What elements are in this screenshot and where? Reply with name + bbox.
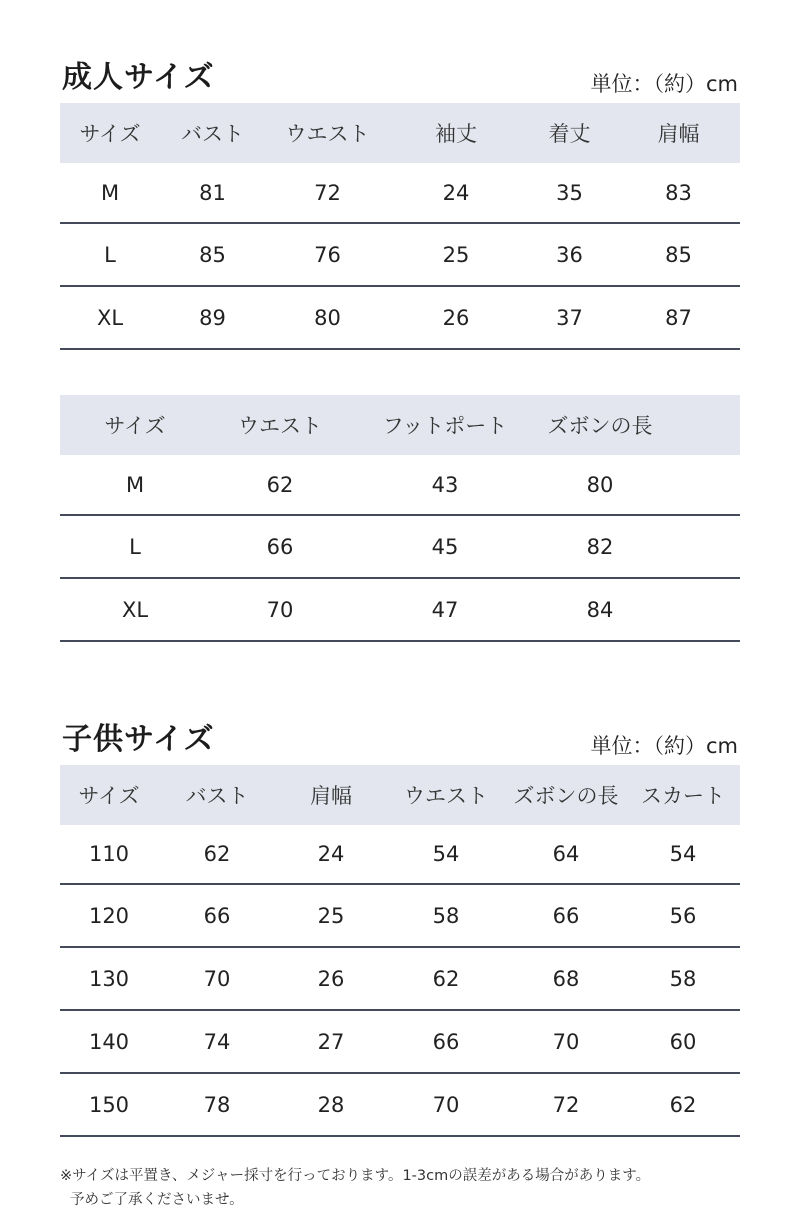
column-header: ズボンの長 [547, 414, 653, 438]
table-cell: 62 [386, 947, 506, 1010]
table-cell: 76 [265, 223, 390, 286]
table-row [60, 455, 740, 515]
table-cell: XL [60, 286, 160, 349]
column-header: ズボンの長 [513, 784, 619, 808]
table-row [60, 825, 740, 884]
note-line: 予めご了承くださいませ。 [70, 1192, 244, 1208]
table-cell [660, 515, 740, 578]
table-cell: 27 [276, 1010, 386, 1073]
table-cell: 25 [276, 884, 386, 947]
table-cell: 81 [160, 163, 265, 223]
table-row [60, 884, 740, 947]
table-row [60, 1010, 740, 1073]
table-cell: 78 [158, 1073, 276, 1136]
table-header-row [60, 395, 740, 455]
measurement-note [60, 1164, 650, 1212]
note-line: ※サイズは平置き、メジャー採寸を行っております。1-3cmの誤差がある場合があります。 [60, 1168, 651, 1184]
adult-size-title: 成人サイズ [62, 60, 215, 95]
table-cell: 25 [390, 223, 522, 286]
table-cell: 64 [506, 825, 626, 884]
table-cell: 58 [386, 884, 506, 947]
table-cell: 74 [158, 1010, 276, 1073]
table-cell: 66 [210, 515, 350, 578]
table-cell: 68 [506, 947, 626, 1010]
table-row [60, 1073, 740, 1136]
table-row [60, 515, 740, 578]
kids-size-table [60, 765, 740, 1137]
table-row [60, 947, 740, 1010]
table-cell: 130 [60, 947, 158, 1010]
adult-unit-label: 単位：（約）cm [590, 72, 738, 96]
table-cell [660, 578, 740, 641]
column-header: サイズ [79, 122, 141, 146]
table-cell: 70 [210, 578, 350, 641]
table-header-row [60, 103, 740, 163]
table-cell: M [60, 455, 210, 515]
column-header: バスト [185, 784, 249, 808]
table-cell: 47 [350, 578, 540, 641]
table-cell: 35 [522, 163, 617, 223]
table-cell: 43 [350, 455, 540, 515]
table-cell: 70 [158, 947, 276, 1010]
table-row [60, 223, 740, 286]
table-cell: L [60, 515, 210, 578]
table-cell: 83 [617, 163, 740, 223]
table-cell: 56 [626, 884, 740, 947]
table-cell: 62 [158, 825, 276, 884]
column-header: ウエスト [404, 784, 488, 808]
adult-top-size-table [60, 103, 740, 350]
column-header: 袖丈 [435, 122, 477, 146]
column-header: サイズ [104, 414, 166, 438]
column-header: 着丈 [548, 122, 591, 146]
table-cell: 70 [386, 1073, 506, 1136]
kids-unit-label: 単位：（約）cm [590, 734, 738, 758]
column-header: スカート [641, 784, 725, 808]
column-header: 肩幅 [310, 784, 352, 808]
column-header: フットポート [382, 414, 508, 438]
table-cell: 89 [160, 286, 265, 349]
table-cell: L [60, 223, 160, 286]
table-cell: 58 [626, 947, 740, 1010]
table-cell: 70 [506, 1010, 626, 1073]
table-cell: 28 [276, 1073, 386, 1136]
kids-size-title: 子供サイズ [62, 722, 215, 757]
column-header: サイズ [78, 784, 140, 808]
table-header-row [60, 765, 740, 825]
table-cell: XL [60, 578, 210, 641]
table-cell: 66 [158, 884, 276, 947]
table-cell: 60 [626, 1010, 740, 1073]
table-cell: 87 [617, 286, 740, 349]
column-header: ウエスト [285, 122, 370, 146]
table-cell: 36 [522, 223, 617, 286]
table-cell: 82 [540, 515, 660, 578]
table-row [60, 286, 740, 349]
table-cell: 85 [617, 223, 740, 286]
table-cell: 54 [626, 825, 740, 884]
adult-pants-size-table [60, 395, 740, 642]
header-spacer [660, 395, 740, 455]
table-cell: 84 [540, 578, 660, 641]
column-header: バスト [181, 122, 244, 146]
table-cell: 72 [506, 1073, 626, 1136]
column-header: ウエスト [238, 414, 322, 438]
table-cell: 150 [60, 1073, 158, 1136]
table-cell: 110 [60, 825, 158, 884]
table-cell: 80 [540, 455, 660, 515]
table-cell: 62 [210, 455, 350, 515]
table-cell: 54 [386, 825, 506, 884]
table-cell: 24 [276, 825, 386, 884]
table-row [60, 163, 740, 223]
table-row [60, 578, 740, 641]
table-cell: 120 [60, 884, 158, 947]
table-cell: M [60, 163, 160, 223]
table-cell: 80 [265, 286, 390, 349]
table-cell: 85 [160, 223, 265, 286]
table-cell: 140 [60, 1010, 158, 1073]
table-cell: 26 [276, 947, 386, 1010]
table-cell [660, 455, 740, 515]
table-cell: 72 [265, 163, 390, 223]
column-header: 肩幅 [657, 122, 700, 146]
table-cell: 26 [390, 286, 522, 349]
table-cell: 62 [626, 1073, 740, 1136]
table-cell: 37 [522, 286, 617, 349]
table-cell: 66 [386, 1010, 506, 1073]
table-cell: 66 [506, 884, 626, 947]
table-cell: 45 [350, 515, 540, 578]
table-cell: 24 [390, 163, 522, 223]
